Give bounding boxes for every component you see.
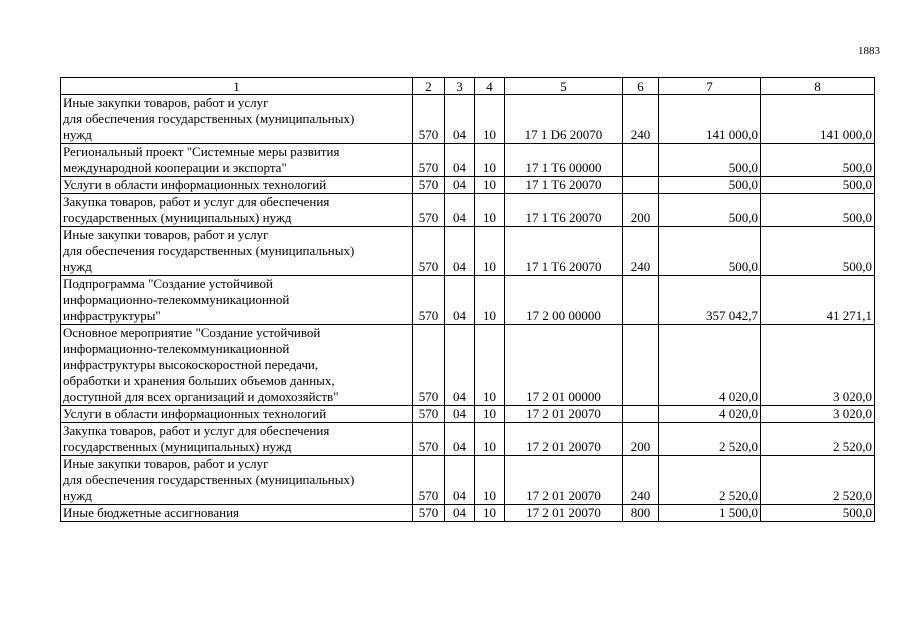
code-admin-cell: 570: [413, 177, 445, 194]
table-row: [61, 177, 875, 194]
column-header-6: 6: [623, 78, 659, 95]
amount-year2-cell: 3 020,0: [761, 325, 875, 406]
amount-year1-cell: 500,0: [659, 177, 761, 194]
row-name-line: нужд: [63, 259, 92, 274]
amount-year1-cell: 141 000,0: [659, 95, 761, 144]
row-name-line: информационно-телекоммуникационной: [63, 341, 290, 356]
code-admin-cell: 570: [413, 194, 445, 227]
subsection-cell: 10: [475, 227, 505, 276]
amount-year1-cell: 2 520,0: [659, 456, 761, 505]
code-admin-cell: 570: [413, 423, 445, 456]
target-article-cell: 17 1 T6 20070: [505, 177, 623, 194]
amount-year2-cell: 500,0: [761, 227, 875, 276]
subsection-cell: 10: [475, 194, 505, 227]
header-row: [61, 78, 875, 95]
budget-table: [60, 77, 875, 522]
page-number: 1883: [858, 45, 880, 57]
row-name-line: государственных (муниципальных) нужд: [63, 210, 292, 225]
amount-year1-cell: 4 020,0: [659, 325, 761, 406]
section-cell: 04: [445, 227, 475, 276]
row-name-line: для обеспечения государственных (муниципальных): [63, 111, 355, 126]
row-name-line: государственных (муниципальных) нужд: [63, 439, 292, 454]
row-name-line: Иные закупки товаров, работ и услуг: [63, 227, 269, 242]
row-name-line: Закупка товаров, работ и услуг для обеспечения: [63, 423, 330, 438]
table-row: [61, 227, 875, 276]
amount-year1-cell: 357 042,7: [659, 276, 761, 325]
target-article-cell: 17 1 T6 20070: [505, 194, 623, 227]
amount-year1-cell: 500,0: [659, 227, 761, 276]
amount-year1-cell: 500,0: [659, 144, 761, 177]
row-name-line: инфраструктуры": [63, 308, 161, 323]
section-cell: 04: [445, 456, 475, 505]
row-name-line: Основное мероприятие "Создание устойчивой: [63, 325, 321, 340]
code-admin-cell: 570: [413, 505, 445, 522]
section-cell: 04: [445, 144, 475, 177]
column-header-8: 8: [761, 78, 875, 95]
expense-type-cell: 200: [623, 194, 659, 227]
expense-type-cell: 800: [623, 505, 659, 522]
target-article-cell: 17 1 D6 20070: [505, 95, 623, 144]
row-name-line: доступной для всех организаций и домохозяйств": [63, 389, 339, 404]
amount-year1-cell: 500,0: [659, 194, 761, 227]
row-name-line: инфраструктуры высокоскоростной передачи,: [63, 357, 319, 372]
code-admin-cell: 570: [413, 325, 445, 406]
row-name-line: нужд: [63, 127, 92, 142]
row-name-cell: [61, 325, 413, 406]
section-cell: 04: [445, 505, 475, 522]
amount-year2-cell: 3 020,0: [761, 406, 875, 423]
expense-type-cell: [623, 406, 659, 423]
amount-year2-cell: 500,0: [761, 144, 875, 177]
row-name-line: международной кооперации и экспорта": [63, 160, 287, 175]
row-name-line: Иные закупки товаров, работ и услуг: [63, 95, 269, 110]
section-cell: 04: [445, 95, 475, 144]
row-name-cell: [61, 227, 413, 276]
table-row: [61, 144, 875, 177]
row-name-line: Региональный проект "Системные меры развития: [63, 144, 340, 159]
expense-type-cell: 240: [623, 95, 659, 144]
amount-year2-cell: 2 520,0: [761, 456, 875, 505]
subsection-cell: 10: [475, 325, 505, 406]
code-admin-cell: 570: [413, 456, 445, 505]
target-article-cell: 17 2 00 00000: [505, 276, 623, 325]
code-admin-cell: 570: [413, 144, 445, 177]
row-name-cell: [61, 177, 413, 194]
target-article-cell: 17 2 01 20070: [505, 423, 623, 456]
table-row: [61, 276, 875, 325]
code-admin-cell: 570: [413, 276, 445, 325]
row-name-cell: [61, 95, 413, 144]
target-article-cell: 17 2 01 20070: [505, 456, 623, 505]
row-name-line: Подпрограмма "Создание устойчивой: [63, 276, 274, 291]
row-name-cell: [61, 423, 413, 456]
code-admin-cell: 570: [413, 227, 445, 276]
table-row: [61, 95, 875, 144]
section-cell: 04: [445, 325, 475, 406]
expense-type-cell: [623, 177, 659, 194]
target-article-cell: 17 1 T6 20070: [505, 227, 623, 276]
row-name-line: обработки и хранения больших объемов данных,: [63, 373, 335, 388]
expense-type-cell: [623, 276, 659, 325]
table-row: [61, 423, 875, 456]
section-cell: 04: [445, 177, 475, 194]
amount-year2-cell: 500,0: [761, 194, 875, 227]
amount-year2-cell: 500,0: [761, 505, 875, 522]
row-name-cell: [61, 456, 413, 505]
table-row: [61, 194, 875, 227]
row-name-line: Иные бюджетные ассигнования: [63, 505, 240, 520]
row-name-line: нужд: [63, 488, 92, 503]
table-body: [61, 95, 875, 522]
expense-type-cell: [623, 144, 659, 177]
table-row: [61, 505, 875, 522]
row-name-cell: [61, 144, 413, 177]
row-name-line: для обеспечения государственных (муниципальных): [63, 243, 355, 258]
expense-type-cell: 200: [623, 423, 659, 456]
target-article-cell: 17 2 01 00000: [505, 325, 623, 406]
subsection-cell: 10: [475, 95, 505, 144]
expense-type-cell: [623, 325, 659, 406]
row-name-line: Услуги в области информационных технологий: [63, 406, 327, 421]
column-header-3: 3: [445, 78, 475, 95]
code-admin-cell: 570: [413, 95, 445, 144]
row-name-cell: [61, 406, 413, 423]
amount-year2-cell: 500,0: [761, 177, 875, 194]
amount-year1-cell: 4 020,0: [659, 406, 761, 423]
row-name-cell: [61, 194, 413, 227]
column-header-2: 2: [413, 78, 445, 95]
section-cell: 04: [445, 276, 475, 325]
subsection-cell: 10: [475, 177, 505, 194]
subsection-cell: 10: [475, 276, 505, 325]
table-row: [61, 406, 875, 423]
row-name-cell: [61, 276, 413, 325]
row-name-line: для обеспечения государственных (муниципальных): [63, 472, 355, 487]
column-header-1: 1: [61, 78, 413, 95]
target-article-cell: 17 1 T6 00000: [505, 144, 623, 177]
expense-type-cell: 240: [623, 456, 659, 505]
row-name-line: Услуги в области информационных технологий: [63, 177, 327, 192]
section-cell: 04: [445, 406, 475, 423]
amount-year1-cell: 1 500,0: [659, 505, 761, 522]
target-article-cell: 17 2 01 20070: [505, 406, 623, 423]
column-header-7: 7: [659, 78, 761, 95]
column-header-5: 5: [505, 78, 623, 95]
row-name-line: информационно-телекоммуникационной: [63, 292, 290, 307]
subsection-cell: 10: [475, 423, 505, 456]
amount-year2-cell: 2 520,0: [761, 423, 875, 456]
subsection-cell: 10: [475, 406, 505, 423]
column-header-4: 4: [475, 78, 505, 95]
expense-type-cell: 240: [623, 227, 659, 276]
subsection-cell: 10: [475, 505, 505, 522]
amount-year2-cell: 41 271,1: [761, 276, 875, 325]
target-article-cell: 17 2 01 20070: [505, 505, 623, 522]
row-name-line: Закупка товаров, работ и услуг для обеспечения: [63, 194, 330, 209]
amount-year2-cell: 141 000,0: [761, 95, 875, 144]
code-admin-cell: 570: [413, 406, 445, 423]
subsection-cell: 10: [475, 144, 505, 177]
table-row: [61, 325, 875, 406]
subsection-cell: 10: [475, 456, 505, 505]
section-cell: 04: [445, 194, 475, 227]
section-cell: 04: [445, 423, 475, 456]
row-name-line: Иные закупки товаров, работ и услуг: [63, 456, 269, 471]
row-name-cell: [61, 505, 413, 522]
table-row: [61, 456, 875, 505]
amount-year1-cell: 2 520,0: [659, 423, 761, 456]
